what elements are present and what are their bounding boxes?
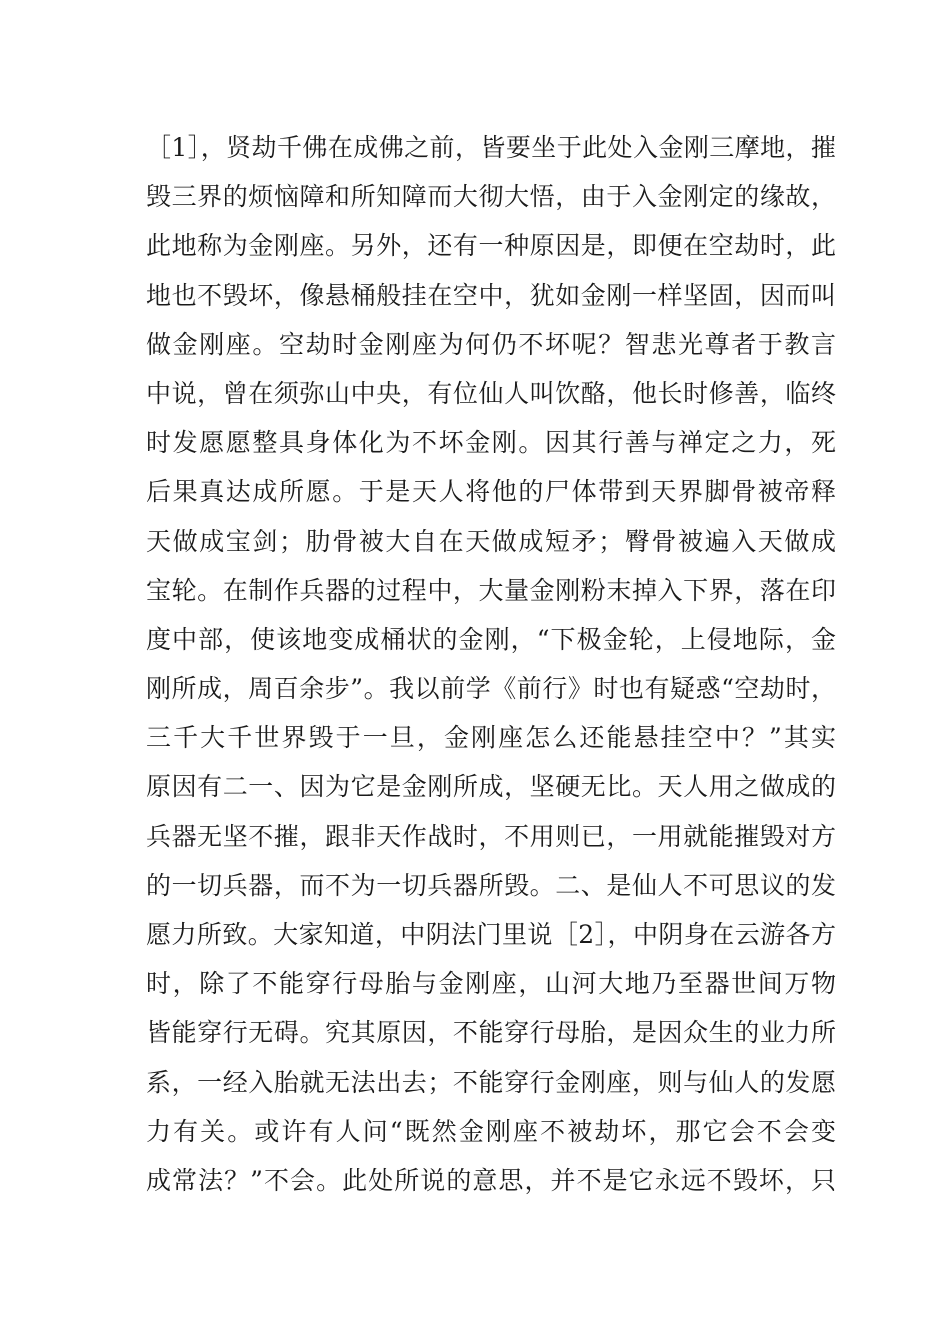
text-line: 原因有二一、因为它是金刚所成，坚硬无比。天人用之做成的 xyxy=(146,772,836,802)
text-line: 的一切兵器，而不为一切兵器所毁。二、是仙人不可思议的发 xyxy=(146,870,836,900)
text-line: 后果真达成所愿。于是天人将他的尸体带到天界脚骨被帝释 xyxy=(146,477,836,507)
text-line: 愿力所致。大家知道，中阴法门里说［2］，中阴身在云游各方 xyxy=(146,920,836,949)
text-line: 力有关。或许有人问“既然金刚座不被劫坏，那它会不会变 xyxy=(146,1116,836,1146)
text-line: 刚所成，周百余步”。我以前学《前行》时也有疑惑“空劫时， xyxy=(146,674,836,704)
text-line: 系，一经入胎就无法出去；不能穿行金刚座，则与仙人的发愿 xyxy=(146,1067,836,1097)
text-line: 做金刚座。空劫时金刚座为何仍不坏呢？智悲光尊者于教言 xyxy=(146,329,836,359)
body-text xyxy=(146,123,836,1205)
text-line: ［1］，贤劫千佛在成佛之前，皆要坐于此处入金刚三摩地，摧 xyxy=(146,133,836,162)
text-line: 兵器无坚不摧，跟非天作战时，不用则已，一用就能摧毁对方 xyxy=(146,821,836,851)
text-line: 此地称为金刚座。另外，还有一种原因是，即便在空劫时，此 xyxy=(146,231,836,261)
text-line: 毁三界的烦恼障和所知障而大彻大悟，由于入金刚定的缘故， xyxy=(146,182,836,212)
text-line: 三千大千世界毁于一旦，金刚座怎么还能悬挂空中？”其实 xyxy=(146,723,836,753)
text-line: 中说，曾在须弥山中央，有位仙人叫饮酪，他长时修善，临终 xyxy=(146,378,836,408)
text-line: 天做成宝剑；肋骨被大自在天做成短矛；臀骨被遍入天做成 xyxy=(146,526,836,556)
text-line: 地也不毁坏，像悬桶般挂在空中，犹如金刚一样坚固，因而叫 xyxy=(146,280,836,310)
text-line: 宝轮。在制作兵器的过程中，大量金刚粉末掉入下界，落在印 xyxy=(146,575,836,605)
text-line: 成常法？”不会。此处所说的意思，并不是它永远不毁坏，只 xyxy=(146,1165,836,1195)
text-line: 度中部，使该地变成桶状的金刚，“下极金轮，上侵地际，金 xyxy=(146,624,836,654)
text-line: 时，除了不能穿行母胎与金刚座，山河大地乃至器世间万物 xyxy=(146,969,836,999)
text-line: 皆能穿行无碍。究其原因，不能穿行母胎，是因众生的业力所 xyxy=(146,1018,836,1048)
text-line: 时发愿愿整具身体化为不坏金刚。因其行善与禅定之力，死 xyxy=(146,428,836,458)
